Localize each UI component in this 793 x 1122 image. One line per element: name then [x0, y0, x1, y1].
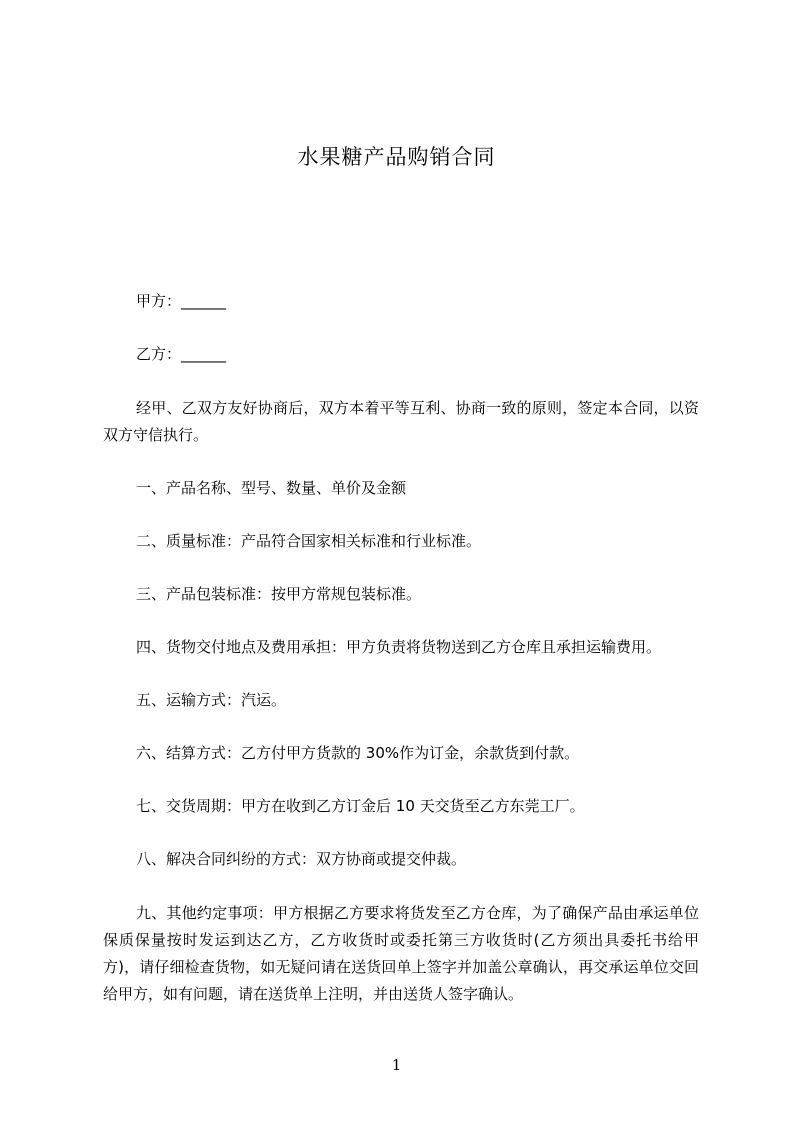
document-title: 水果糖产品购销合同	[297, 145, 496, 169]
clause-9: 九、其他约定事项：甲方根据乙方要求将货发至乙方仓库，为了确保产品由承运单位保质保量按时发运到达乙方，乙方收货时或委托第三方收货时(乙方须出具委托书给甲方)，请仔细检查货物，如无疑问请在送货回单上签字并加盖公章确认，再交承运单位交回给甲方，如有问题，请在送货单上注明，并由送货人签字确认。	[103, 904, 699, 1003]
clause-6: 六、结算方式：乙方付甲方货款的 30%作为订金，余款货到付款。	[136, 744, 580, 762]
clause-7: 七、交货周期：甲方在收到乙方订金后 10 天交货至乙方东莞工厂。	[136, 797, 585, 815]
clause-2: 二、质量标准：产品符合国家相关标准和行业标准。	[136, 532, 482, 550]
clause-3: 三、产品包装标准：按甲方常规包装标准。	[136, 585, 422, 603]
clause-4: 四、货物交付地点及费用承担：甲方负责将货物送到乙方仓库且承担运输费用。	[136, 638, 662, 656]
preamble-paragraph: 经甲、乙双方友好协商后，双方本着平等互利、协商一致的原则，签定本合同，以资双方守信执行。	[103, 399, 699, 444]
clause-8: 八、解决合同纠纷的方式：双方协商或提交仲裁。	[136, 850, 467, 868]
clause-1: 一、产品名称、型号、数量、单价及金额	[136, 479, 407, 497]
clause-5: 五、运输方式：汽运。	[136, 691, 287, 709]
page-number: 1	[391, 1056, 402, 1074]
party-b-line: 乙方：______	[136, 345, 227, 363]
party-a-line: 甲方：______	[136, 292, 227, 310]
